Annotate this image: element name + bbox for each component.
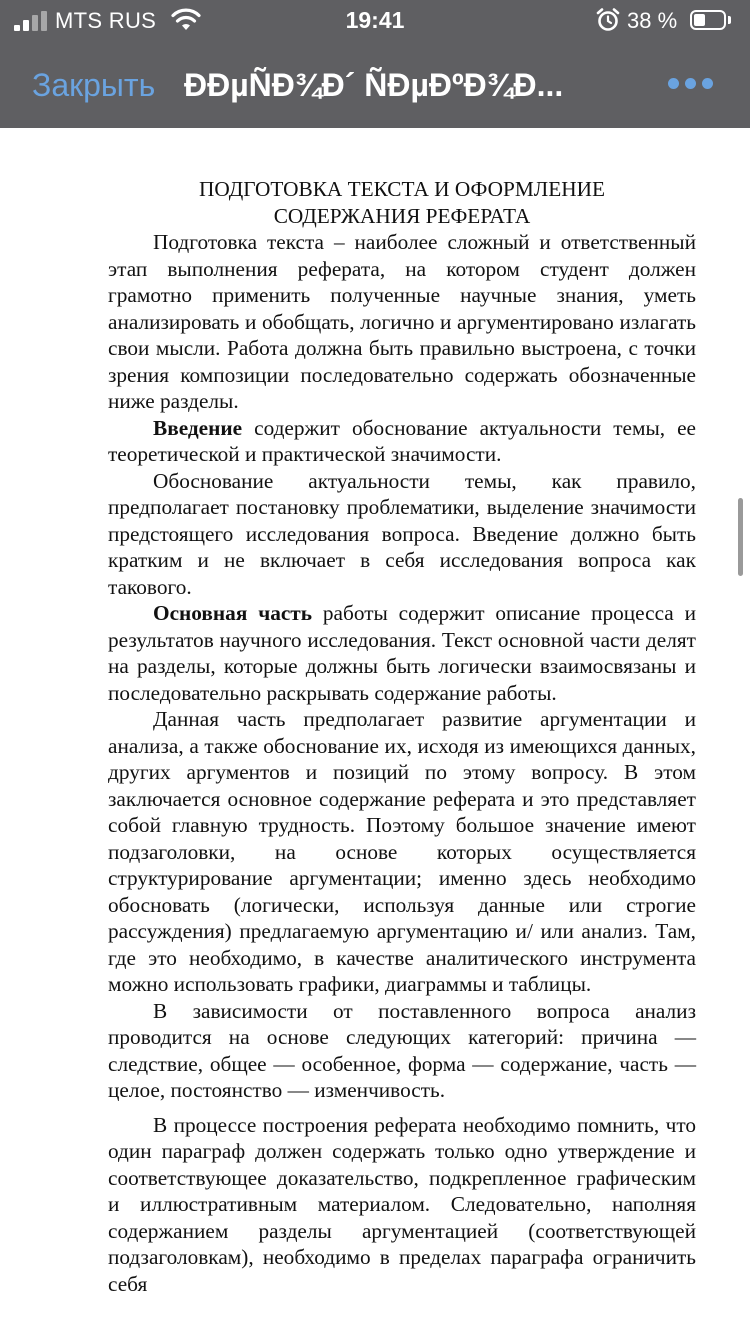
paragraph-main-section bbox=[108, 600, 696, 706]
paragraph-relevance: Обоснование актуальности темы, как правило, предполагает постановку проблематики, выделение значимости предстоящего исследования вопроса. Введение должно быть кратким и не включает в себя исследования вопроса как такового. bbox=[108, 468, 696, 599]
top-bar bbox=[0, 0, 750, 128]
paragraph-argumentation: Данная часть предполагает развитие аргументации и анализа, а также обоснование их, исходя из имеющихся данных, других аргументов и позиций по этому вопросу. В этом заключается основное содержание реферата и это представляет собой главную трудность. Поэтому большое значение имеют подзаголовки, на основе которых осуществляется структурирование аргументации; именно здесь необходимо обосновать (логически, используя данные или строгие рассуждения) предлагаемую аргументацию и/ или анализ. Там, где это необходимо, в качестве аналитического инструмента можно использовать графики, диаграммы и таблицы. bbox=[108, 707, 696, 996]
paragraph-text: работы содержит описание процесса и результатов научного исследования. Текст основной части делят на разделы, которые должны быть логически взаимосвязаны и последовательно раскрывать содержание работы. bbox=[108, 601, 697, 705]
scrollbar[interactable] bbox=[738, 498, 743, 576]
carrier-name: MTS RUS bbox=[55, 8, 157, 33]
document-page bbox=[108, 176, 696, 1297]
battery-percent: 38 % bbox=[627, 8, 678, 33]
status-bar bbox=[0, 0, 750, 44]
close-button[interactable]: Закрыть bbox=[32, 67, 156, 103]
clock: 19:41 bbox=[345, 7, 405, 33]
alarm-icon bbox=[595, 7, 621, 33]
navigation-bar bbox=[0, 44, 750, 128]
document-title: ÐÐµÑÐ¾Ð´ ÑÐµÐºÐ¾Ð... bbox=[184, 67, 564, 103]
paragraph-introduction-section bbox=[108, 415, 696, 468]
bold-term-introduction: Введение bbox=[153, 415, 243, 440]
ellipsis-icon bbox=[668, 78, 679, 89]
paragraph-intro: Подготовка текста – наиболее сложный и ответственный этап выполнения реферата, на котором студент должен грамотно применить полученные научные знания, уметь анализировать и обобщать, логично и аргументировано излагать свои мысли. Работа должна быть правильно выстроена, с точки зрения композиции последовательно содержать обозначенные ниже разделы. bbox=[108, 230, 696, 413]
bold-term-main-part: Основная часть bbox=[153, 601, 313, 625]
document-heading-line-1: ПОДГОТОВКА ТЕКСТА И ОФОРМЛЕНИЕ bbox=[199, 177, 605, 201]
document-heading-line-2: СОДЕРЖАНИЯ РЕФЕРАТА bbox=[273, 203, 531, 228]
battery-icon bbox=[690, 10, 734, 32]
paragraph-categories: В зависимости от поставленного вопроса анализ проводится на основе следующих категорий: причина — следствие, общее — особенное, форма — содержание, часть — целое, постоянство — изменчивость. bbox=[108, 998, 696, 1102]
more-options-button[interactable] bbox=[668, 78, 714, 92]
paragraph-structure: В процессе построения реферата необходимо помнить, что один параграф должен содержать только одно утверждение и соответствующее доказательство, подкрепленное графическим и иллюстративным материалом. Следовательно, наполняя содержанием разделы аргументацией (соответствующей подзаголовкам), необходимо в пределах параграфа ограничить себя bbox=[108, 1112, 696, 1296]
paragraph-text: содержит обоснование актуальности темы, ее теоретической и практической значимости. bbox=[108, 415, 696, 466]
